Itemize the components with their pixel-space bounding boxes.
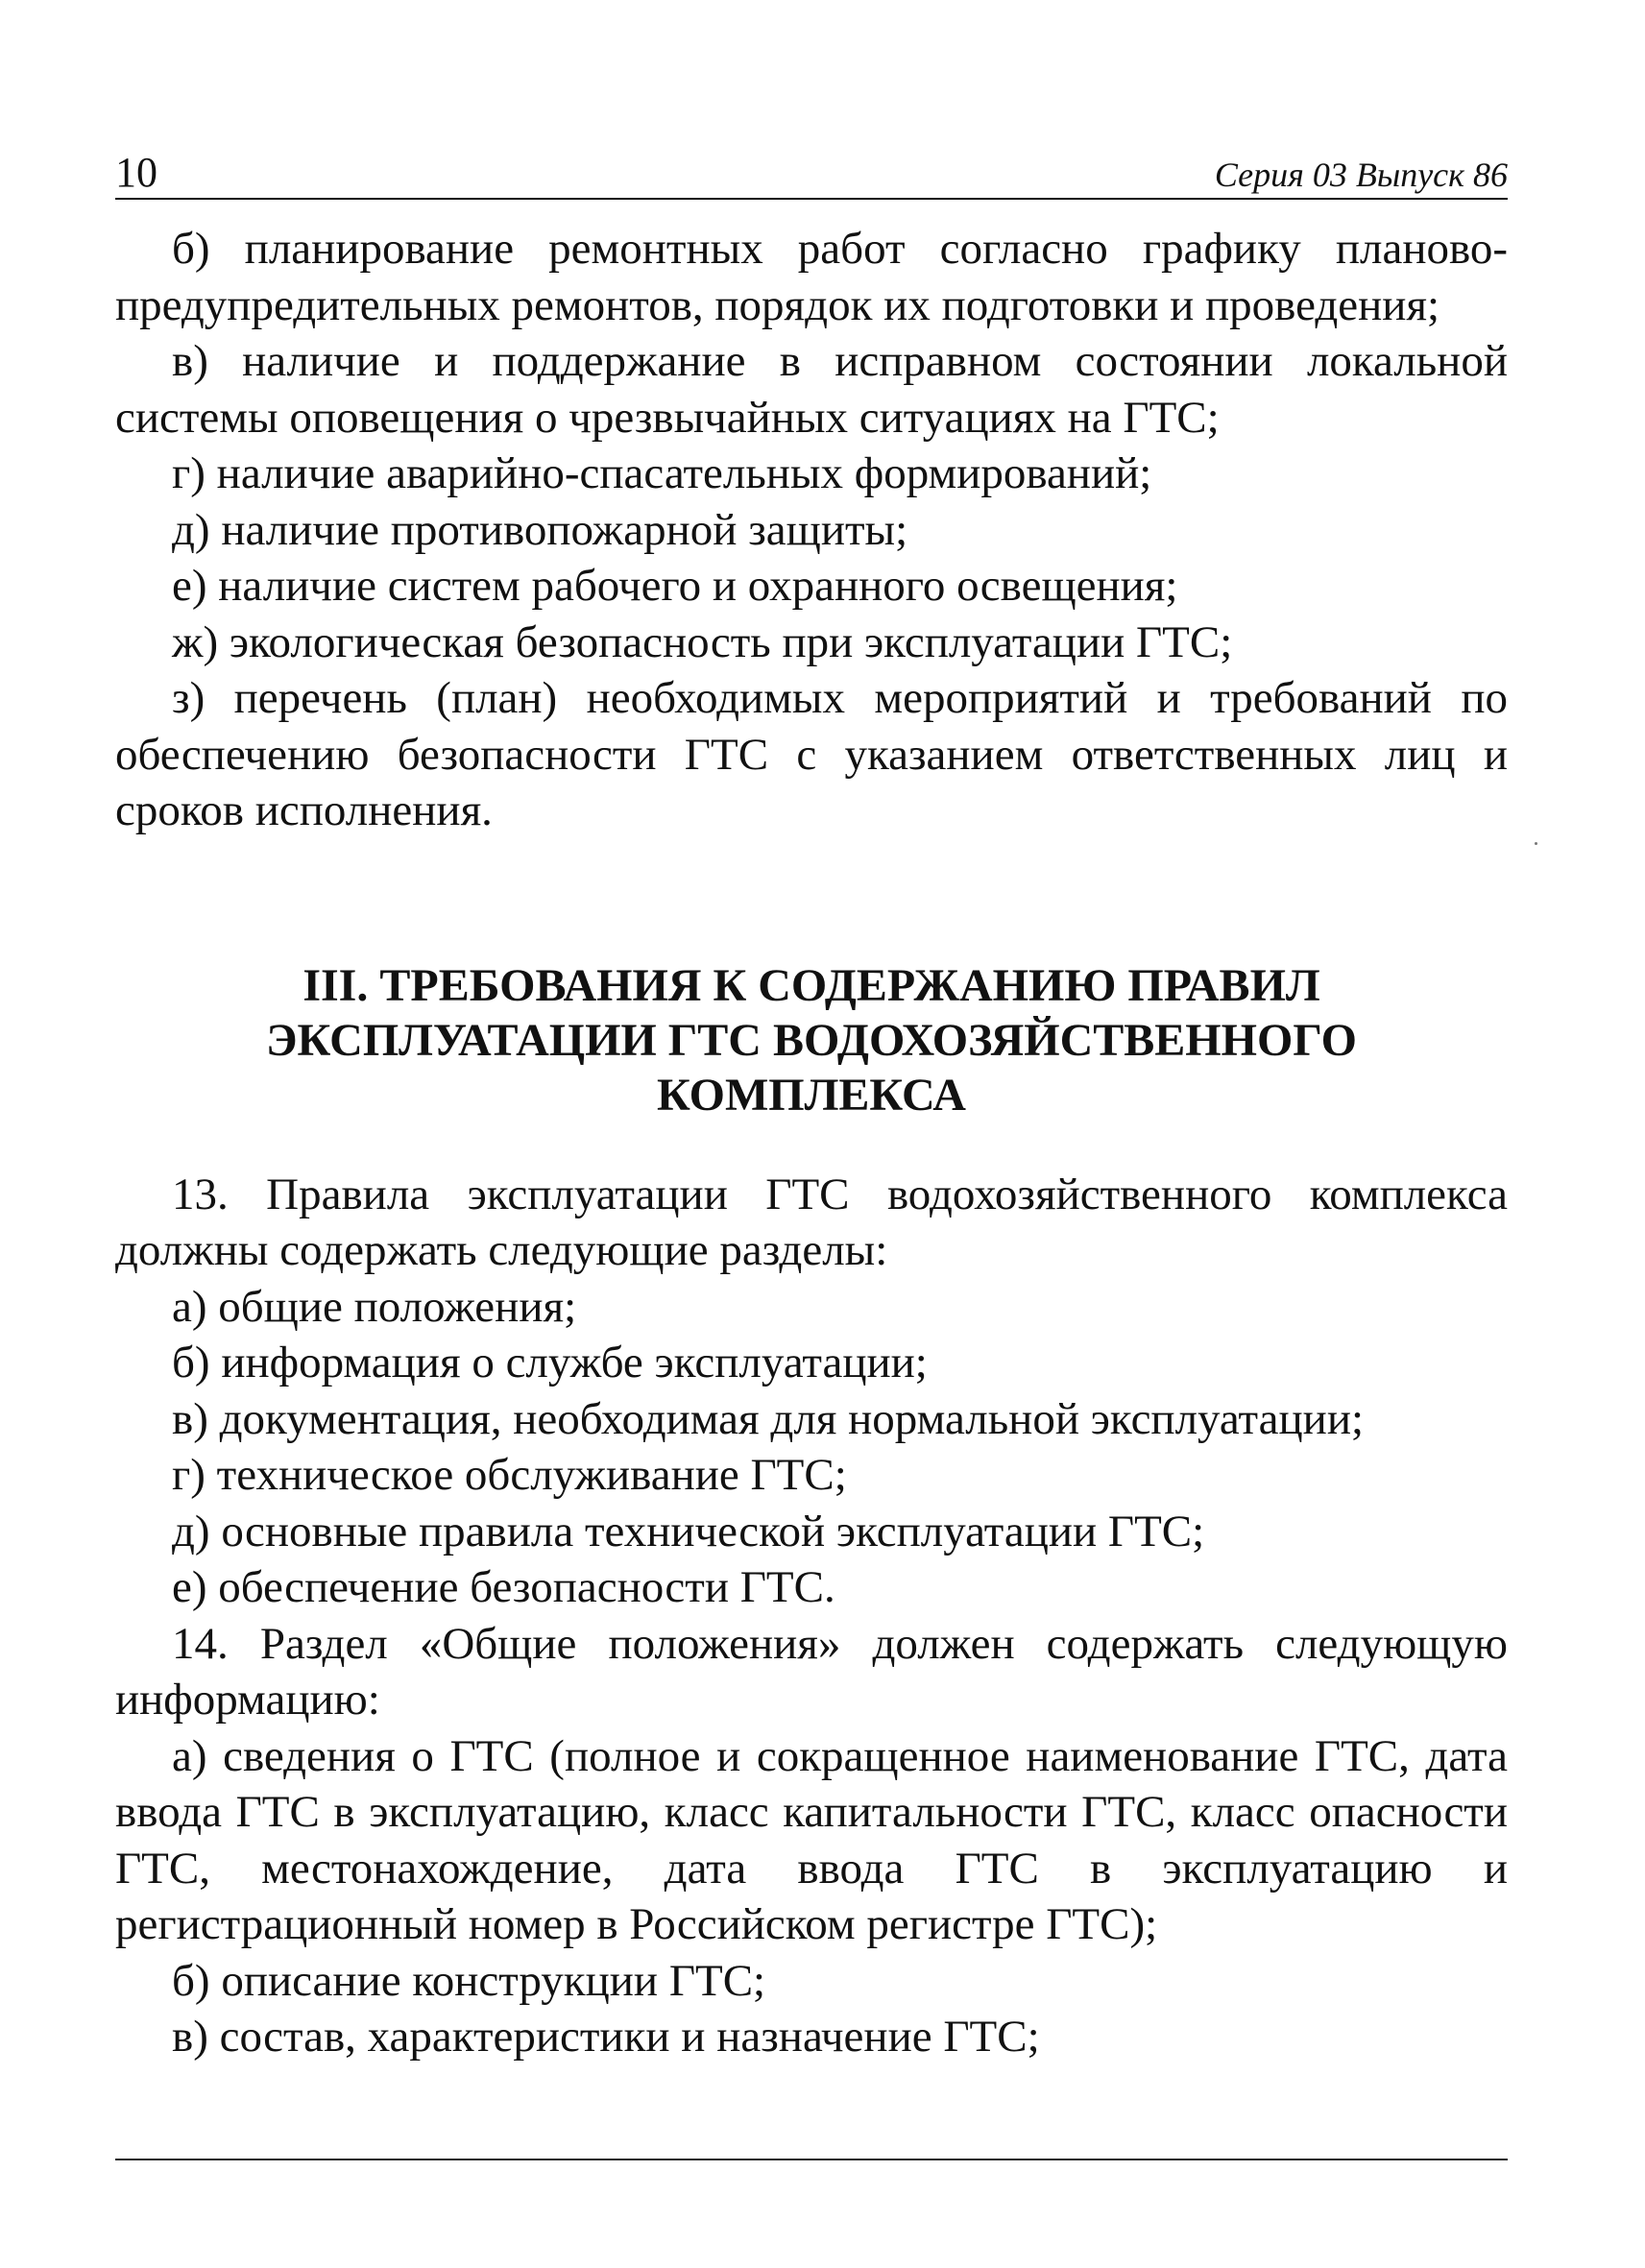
- footer-divider: [115, 2159, 1508, 2160]
- list-item: г) наличие аварийно-спасательных формирований;: [172, 448, 1152, 498]
- list-item: г) техническое обслуживание ГТС;: [172, 1450, 847, 1500]
- list-item: б) планирование ремонтных работ согласно графику планово-предупредительных ремонтов, порядок их подготовки и проведения;: [115, 224, 1508, 330]
- numbered-paragraph: 14. Раздел «Общие положения» должен содержать следующую информацию:: [115, 1618, 1508, 1725]
- list-item: в) наличие и поддержание в исправном состоянии локальной системы оповещения о чрезвычайных ситуациях на ГТС;: [115, 336, 1508, 443]
- document-body: [115, 221, 1508, 2065]
- series-issue-label: Серия 03 Выпуск 86: [1214, 156, 1508, 194]
- list-item: б) информация о службе эксплуатации;: [172, 1338, 928, 1387]
- list-item: д) основные правила технической эксплуатации ГТС;: [172, 1506, 1205, 1556]
- numbered-paragraph: 13. Правила эксплуатации ГТС водохозяйственного комплекса должны содержать следующие разделы:: [115, 1169, 1508, 1275]
- list-item: а) сведения о ГТС (полное и сокращенное наименование ГТС, дата ввода ГТС в эксплуатацию, класс капитальности ГТС, класс опасности ГТС, местонахождение, дата ввода ГТС в эксплуатацию и регистрационный номер в Российском регистре ГТС);: [115, 1730, 1508, 1949]
- page-number: 10: [115, 149, 157, 196]
- list-item: в) состав, характеристики и назначение ГТС;: [172, 2012, 1040, 2062]
- document-page: [115, 144, 1508, 2065]
- list-item: з) перечень (план) необходимых мероприятий и требований по обеспечению безопасности ГТС с указанием ответственных лиц и сроков исполнения.: [115, 673, 1508, 835]
- list-item: ж) экологическая безопасность при эксплуатации ГТС;: [172, 616, 1233, 667]
- list-item: а) общие положения;: [172, 1281, 577, 1332]
- list-item: е) обеспечение безопасности ГТС.: [172, 1562, 835, 1612]
- list-item: в) документация, необходимая для нормальной эксплуатации;: [172, 1393, 1365, 1444]
- running-header: [115, 144, 1508, 200]
- list-item: б) описание конструкции ГТС;: [172, 1955, 766, 2006]
- list-item: е) наличие систем рабочего и охранного освещения;: [172, 561, 1178, 611]
- section-heading: III. ТРЕБОВАНИЯ К СОДЕРЖАНИЮ ПРАВИЛ ЭКСПЛУАТАЦИИ ГТС ВОДОХОЗЯЙСТВЕННОГО КОМПЛЕКСА: [266, 959, 1357, 1121]
- scan-speck: [1535, 842, 1537, 845]
- list-item: д) наличие противопожарной защиты;: [172, 504, 908, 555]
